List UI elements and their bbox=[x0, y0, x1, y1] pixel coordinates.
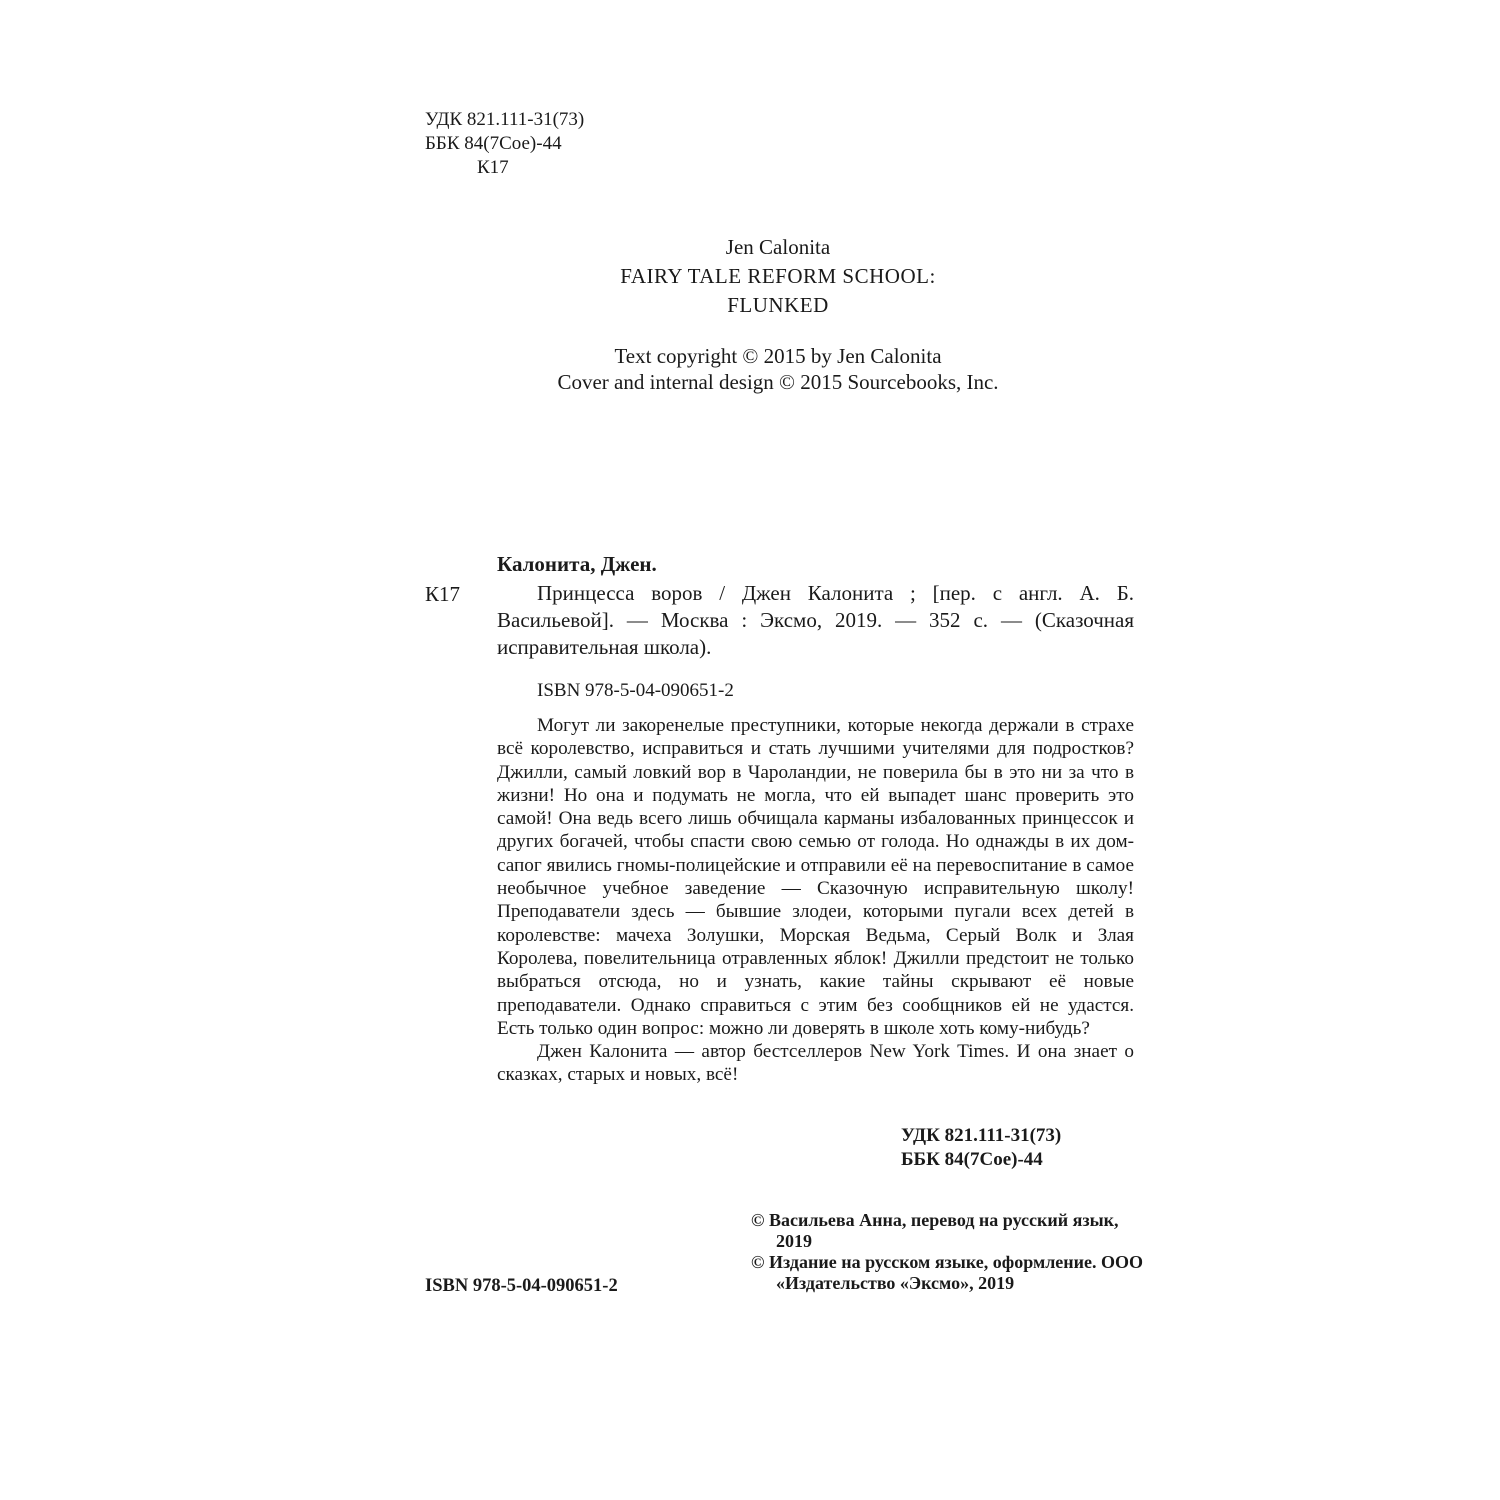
annotation-paragraph: Могут ли закоренелые преступники, которые некогда держали в страхе всё королевство, исправиться и стать лучшими учителями для подростков? Джилли, самый ловкий вор в Чароландии, не поверила бы в это ни за что в жизни! Но она и подумать не могла, что ей выпадет шанс проверить это самой! Она ведь всего лишь обчищала карманы избалованных принцессок и других богачей, чтобы спасти свою семью от голода. Но однажды в их дом-сапог явились гномы-полицейские и отправили её на перевоспитание в самое необычное учебное заведение — Сказочную исправительную школу! Преподаватели здесь — бывшие злодеи, которыми пугали всех детей в королевстве: мачеха Золушки, Морская Ведьма, Серый Волк и Злая Королева, повелительница отравленных яблок! Джилли предстоит не только выбраться отсюда, но и узнать, какие тайны скрывают её новые преподаватели. Однако справиться с этим без сообщников ей не удастся. Есть только один вопрос: можно ли доверять в школе хоть кому-нибудь? bbox=[497, 715, 1134, 1039]
original-title-line1: FAIRY TALE REFORM SCHOOL: bbox=[620, 264, 936, 288]
annotation bbox=[497, 714, 1134, 1087]
original-copyright bbox=[0, 343, 1500, 395]
bottom-isbn: ISBN 978-5-04-090651-2 bbox=[425, 1276, 618, 1296]
card-udk: УДК 821.111-31(73) bbox=[901, 1125, 1062, 1146]
translation-copyright: © Васильева Анна, перевод на русский язык, 2019 bbox=[751, 1210, 1119, 1251]
design-copyright: Cover and internal design © 2015 Sourcebooks, Inc. bbox=[557, 370, 999, 394]
top-udk: УДК 821.111-31(73) bbox=[425, 109, 585, 130]
original-title-line2: FLUNKED bbox=[727, 293, 829, 317]
original-author: Jen Calonita bbox=[725, 235, 831, 259]
russian-copyright bbox=[751, 1210, 1151, 1294]
original-edition bbox=[0, 233, 1500, 320]
edition-copyright: © Издание на русском языке, оформление. ООО «Издательство «Эксмо», 2019 bbox=[751, 1252, 1144, 1293]
top-bbk: ББК 84(7Сое)-44 bbox=[425, 133, 562, 154]
card-author-code: К17 bbox=[425, 582, 461, 606]
text-copyright: Text copyright © 2015 by Jen Calonita bbox=[614, 344, 942, 368]
annotation-paragraph: Джен Калонита — автор бестселлеров New York Times. И она знает о сказках, старых и новых, всё! bbox=[497, 1041, 1134, 1086]
top-author-code: К17 bbox=[477, 157, 509, 178]
card-bbk: ББК 84(7Сое)-44 bbox=[901, 1149, 1043, 1170]
top-classification bbox=[425, 108, 584, 180]
card-author-heading: Калонита, Джен. bbox=[497, 552, 657, 576]
card-bibliographic-description: Принцесса воров / Джен Калонита ; [пер. с англ. А. Б. Васильевой]. — Москва : Эксмо, 2019. — 352 с. — (Сказочная исправительная школа). bbox=[497, 581, 1134, 659]
card-isbn: ISBN 978-5-04-090651-2 bbox=[537, 680, 734, 701]
card-classification bbox=[901, 1124, 1061, 1172]
